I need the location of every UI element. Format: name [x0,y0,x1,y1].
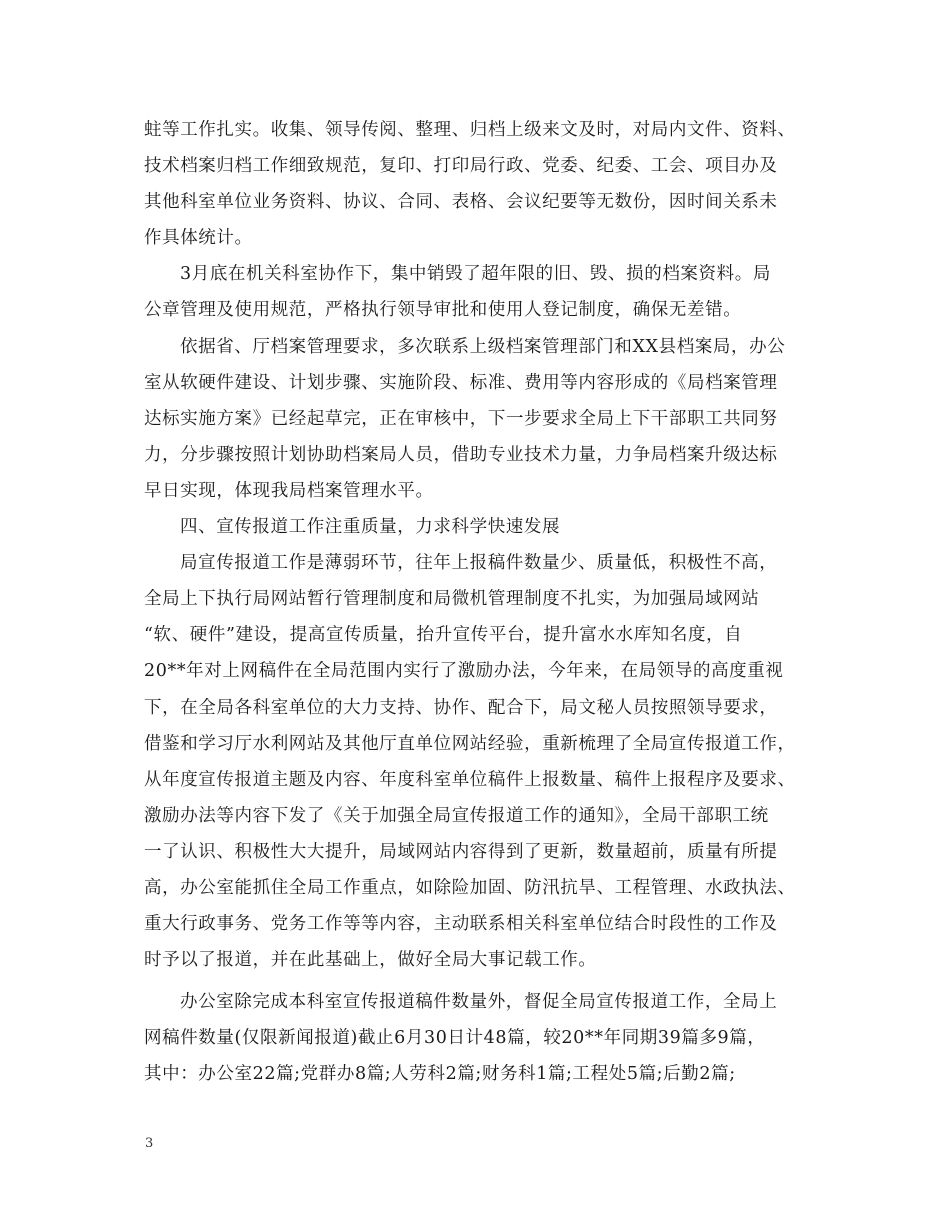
text-line: 网稿件数量(仅限新闻报道)截止6月30日计48篇，较20**年同期39篇多9篇， [144,1028,766,1049]
text-line: 其中：办公室22篇;党群办8篇;人劳科2篇;财务科1篇;工程处5篇;后勤2篇; [144,1064,736,1085]
text-line: 蛀等工作扎实。收集、领导传阅、整理、归档上级来文及时，对局内文件、资料、 [144,120,796,140]
page-number: 3 [145,1136,154,1151]
text-line: 从年度宣传报道主题及内容、年度科室单位稿件上报数量、稿件上报程序及要求、 [144,769,796,790]
text-line: 办公室除完成本科室宣传报道稿件数量外，督促全局宣传报道工作，全局上 [180,992,778,1013]
text-line: 室从软硬件建设、计划步骤、实施阶段、标准、费用等内容形成的《局档案管理 [144,372,778,393]
text-line: 激励办法等内容下发了《关于加强全局宣传报道工作的通知》，全局干部职工统 [144,805,769,826]
text-line: 作具体统计。 [144,228,253,249]
text-line: 达标实施方案》已经起草完，正在审核中，下一步要求全局上下干部职工共同努 [144,408,778,429]
text-line: 全局上下执行局网站暂行管理制度和局微机管理制度不扎实，为加强局域网站 [144,589,760,610]
text-line: 20**年对上网稿件在全局范围内实行了激励办法，今年来，在局领导的高度重视 [144,661,784,682]
text-line: 一了认识、积极性大大提升，局域网站内容得到了更新，数量超前，质量有所提 [144,841,778,862]
text-line: 下，在全局各科室单位的大力支持、协作、配合下，局文秘人员按照领导要求， [144,697,778,718]
text-line: 技术档案归档工作细致规范，复印、打印局行政、党委、纪委、工会、项目办及 [144,156,778,177]
text-line: 高，办公室能抓住全局工作重点，如除险加固、防汛抗旱、工程管理、水政执法、 [144,877,796,898]
text-line: 依据省、厅档案管理要求，多次联系上级档案管理部门和XX县档案局，办公 [180,336,786,357]
text-line: 公章管理及使用规范，严格执行领导审批和使用人登记制度，确保无差错。 [144,300,742,321]
text-line: 重大行政事务、党务工作等等内容，主动联系相关科室单位结合时段性的工作及 [144,914,778,935]
text-line: 其他科室单位业务资料、协议、合同、表格、会议纪要等无数份，因时间关系未 [144,192,778,213]
text-line: 局宣传报道工作是薄弱环节，往年上报稿件数量少、质量低，积极性不高， [180,553,778,574]
section-heading: 四、宣传报道工作注重质量，力求科学快速发展 [180,517,561,538]
text-line: 力，分步骤按照计划协助档案局人员，借助专业技术力量，力争局档案升级达标 [144,444,778,465]
document-body [0,112,950,1093]
text-line: 时予以了报道，并在此基础上，做好全局大事记载工作。 [144,950,597,971]
text-line: 借鉴和学习厅水利网站及其他厅直单位网站经验，重新梳理了全局宣传报道工作， [144,733,796,754]
text-line: “软、硬件”建设，提高宣传质量，抬升宣传平台，提升富水水库知名度，自 [144,625,743,646]
text-line: 3月底在机关科室协作下，集中销毁了超年限的旧、毁、损的档案资料。局 [180,264,771,285]
text-line: 早日实现，体现我局档案管理水平。 [144,480,434,501]
